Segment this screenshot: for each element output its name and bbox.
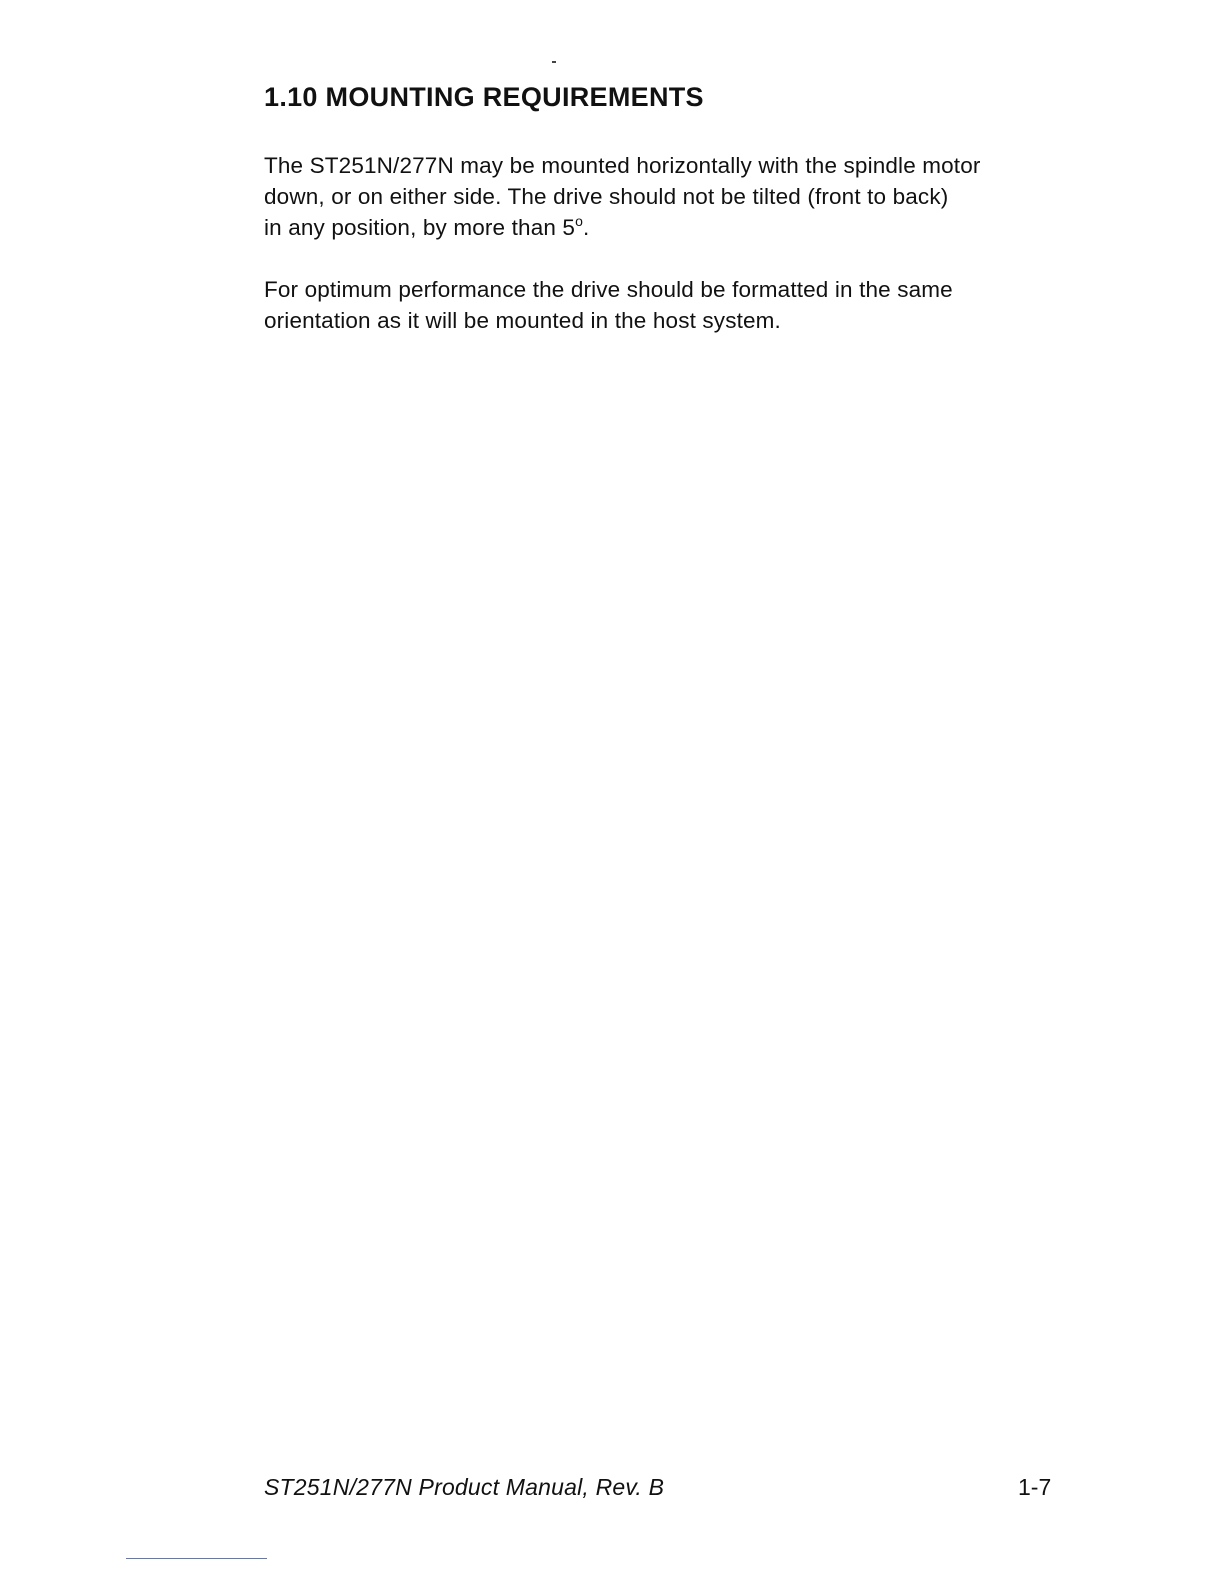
paragraph-line: down, or on either side. The drive should not be tilted (front to back): [264, 184, 949, 209]
paragraph-line: [264, 212, 1064, 243]
paragraph-mounting-orientation: [264, 150, 1064, 243]
paragraph-line: orientation as it will be mounted in the host system.: [264, 308, 781, 333]
section-heading: 1.10 MOUNTING REQUIREMENTS: [264, 82, 704, 112]
footer-page-number: 1-7: [1018, 1474, 1052, 1500]
degree-symbol: o: [575, 213, 584, 229]
paragraph-line: The ST251N/277N may be mounted horizontally with the spindle motor: [264, 153, 981, 178]
scan-speck: [552, 61, 556, 63]
paragraph-line: For optimum performance the drive should be formatted in the same: [264, 277, 953, 302]
tilt-text: in any position, by more than 5: [264, 215, 576, 240]
sentence-end: .: [583, 215, 590, 240]
paragraph-formatting-orientation: [264, 274, 1064, 336]
bottom-rule: [126, 1558, 267, 1559]
footer-manual-title: ST251N/277N Product Manual, Rev. B: [264, 1474, 665, 1500]
